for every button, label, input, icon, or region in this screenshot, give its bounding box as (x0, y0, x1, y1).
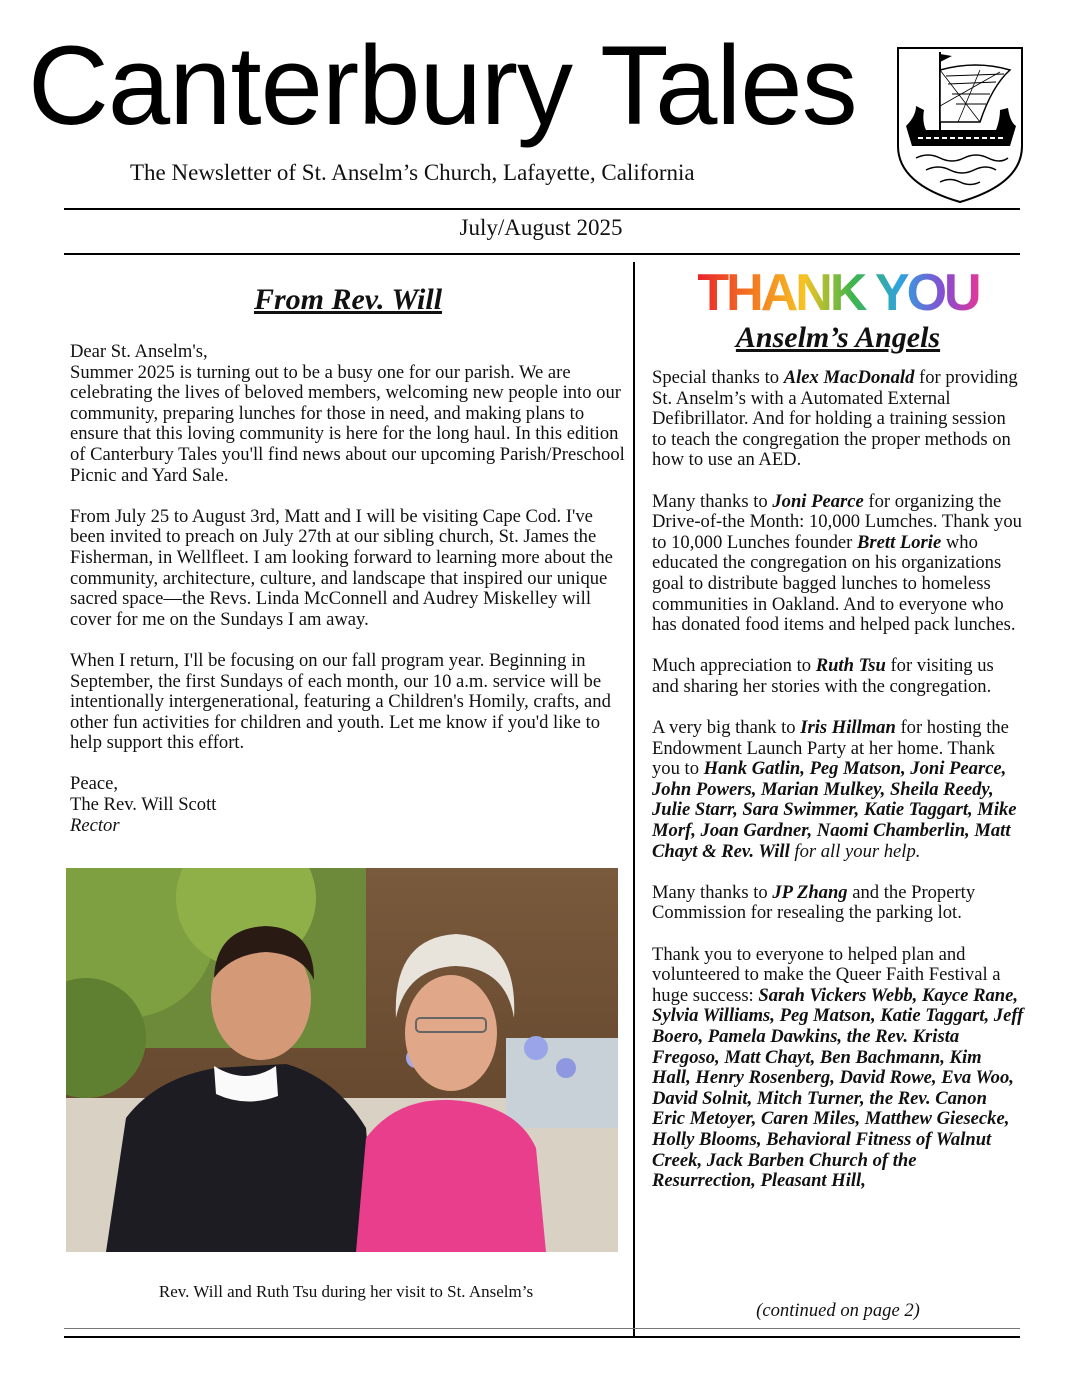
thank-you-banner-icon (652, 266, 1024, 318)
anselms-angels (652, 266, 1024, 1212)
angels-paragraph: Many thanks to JP Zhang and the Property Commission for resealing the parking lot. (652, 881, 976, 924)
angels-paragraph: A very big thank to Iris Hillman for hosting the Endowment Launch Party at her home. Thank you to Hank Gatlin, Peg Matson, Joni Pearce, John Powers, Marian Mulkey, Sheila Reedy, Julie Starr, Sara Swimmer, Katie Taggart, Mike Morf, Joan Gardner, Naomi Chamberlin, Matt Chayt & Rev. Will for all your help. (652, 717, 1017, 862)
honoree-name: Brett Lorie (857, 531, 942, 553)
letter-paragraph: When I return, I'll be focusing on our fall program year. Beginning in September, the first Sundays of each month, our 10 a.m. service will be intentionally intergenerational, featuring a Children's Homily, crafts, and other fun activities for children and youth. Let me know if you'd like to help support this effort. (70, 649, 611, 754)
angels-heading: Anselm’s Angels (735, 321, 941, 354)
angels-paragraph: Many thanks to Joni Pearce for organizing the Drive-of-the Month: 10,000 Lumches. Thank you to 10,000 Lunches founder Brett Lorie who educated the congregation on his organizations goal to distribute bagged lunches to homeless communities in Oakland. And to everyone who has donated food items and helped pack lunches. (652, 490, 1022, 636)
honoree-names: Hank Gatlin, Peg Matson, Joni Pearce, John Powers, Marian Mulkey, Sheila Reedy, Julie Starr, Sara Swimmer, Katie Taggart, Mike Morf, Joan Gardner, Naomi Chamberlin, Matt Chayt & Rev. Will (652, 758, 1017, 862)
angels-paragraph: Thank you to everyone to helped plan and volunteered to make the Queer Faith Festival a huge success: Sarah Vickers Webb, Kayce Rane, Sylvia Williams, Peg Matson, Katie Taggart, Jeff Boero, Pamela Dawkins, the Rev. Krista Fregoso, Matt Chayt, Ben Bachmann, Kim Hall, Henry Rosenberg, David Rowe, Eva Woo, David Solnit, Mitch Turner, the Rev. Canon Eric Metoyer, Caren Miles, Matthew Giesecke, Holly Blooms, Behavioral Fitness of Walnut Creek, Jack Barben Church of the Resurrection, Pleasant Hill, (652, 943, 1024, 1192)
ship-crest-icon (896, 46, 1024, 204)
letter-signer-title: Rector (70, 814, 120, 836)
issue-date: July/August 2025 (459, 215, 623, 240)
honoree-name: Alex MacDonald (783, 367, 915, 388)
continued-note: (continued on page 2) (756, 1300, 920, 1321)
rector-letter-body (70, 342, 626, 836)
footer-rule-thin (64, 1328, 1020, 1329)
masthead-rule-bottom (64, 253, 1020, 255)
honoree-name: Joni Pearce (772, 490, 864, 512)
letter-paragraph: Summer 2025 is turning out to be a busy one for our parish. We are celebrating the lives of beloved members, welcoming new people into our community, preparing lunches for those in need, and making plans to ensure that this loving community is here for the long haul. In this edition of Canterbury Tales you'll find news about our upcoming Parish/Preschool Picnic and Yard Sale. (70, 361, 625, 486)
letter-paragraph: From July 25 to August 3rd, Matt and I will be visiting Cape Cod. I've been invited to preach on July 27th at our sibling church, St. James the Fisherman, in Wellfleet. I am looking forward to learning more about the community, architecture, culture, and landscape that inspired our unique sacred space—the Revs. Linda McConnell and Audrey Miskelley will cover for me on the Sundays I am away. (70, 505, 613, 630)
newsletter-title: Canterbury Tales (28, 23, 857, 148)
letter-closing: Peace, (70, 773, 119, 795)
letter-signature: The Rev. Will Scott (70, 794, 217, 816)
footer-rule (64, 1336, 1020, 1338)
angels-body (652, 368, 1024, 1192)
rector-letter-heading: From Rev. Will (253, 283, 443, 316)
honoree-name: Ruth Tsu (815, 655, 886, 677)
angels-paragraph: Much appreciation to Ruth Tsu for visiting us and sharing her stories with the congregation. (652, 655, 994, 697)
photo-caption: Rev. Will and Ruth Tsu during her visit to St. Anselm’s (158, 1282, 534, 1301)
honoree-name: Iris Hillman (800, 717, 896, 739)
rev-will-ruth-tsu-photo (66, 868, 618, 1252)
thank-you-banner-text: THANK YOU (697, 266, 979, 318)
letter-salutation: Dear St. Anselm's, (70, 341, 208, 362)
column-divider (633, 262, 635, 1336)
rector-letter (70, 282, 626, 836)
honoree-names: Sarah Vickers Webb, Kayce Rane, Sylvia Williams, Peg Matson, Katie Taggart, Jeff Boero, Pamela Dawkins, the Rev. Krista Fregoso, Matt Chayt, Ben Bachmann, Kim Hall, Henry Rosenberg, David Rowe, Eva Woo, David Solnit, Mitch Turner, the Rev. Canon Eric Metoyer, Caren Miles, Matthew Giesecke, Holly Blooms, Behavioral Fitness of Walnut Creek, Jack Barben Church of the Resurrection, Pleasant Hill, (652, 984, 1024, 1192)
newsletter-subtitle: The Newsletter of St. Anselm’s Church, Lafayette, California (130, 160, 695, 185)
honoree-name: JP Zhang (772, 881, 848, 903)
masthead-rule-top (64, 208, 1020, 210)
angels-paragraph: Special thanks to Alex MacDonald for providing St. Anselm’s with a Automated External Defibrillator. And for holding a training session to teach the congregation the proper methods on how to use an AED. (652, 367, 1018, 471)
